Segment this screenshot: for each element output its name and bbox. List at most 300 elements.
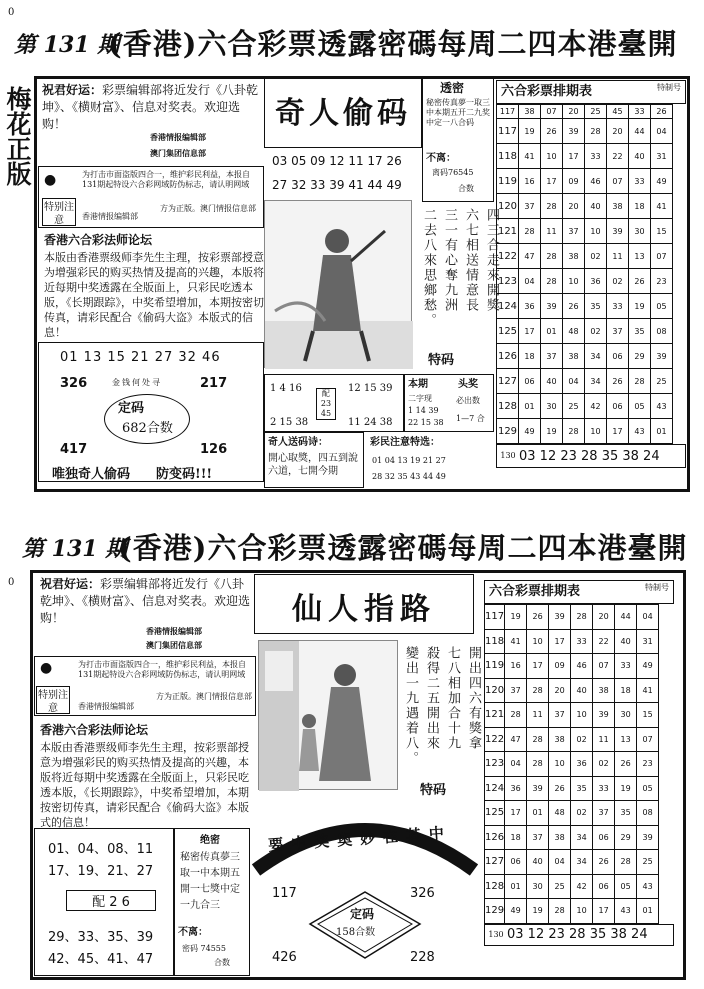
rank-cell: 06 [593, 825, 615, 850]
rank-cell: 07 [607, 169, 629, 194]
rank-cell: 28 [563, 419, 585, 444]
rank-cell: 31 [637, 629, 659, 654]
rank-grid [496, 104, 673, 444]
rank-cell: 43 [651, 394, 673, 419]
rank-cell: 49 [519, 419, 541, 444]
rank-cell: 26 [563, 294, 585, 319]
rank-row-id: 117 [497, 119, 519, 144]
rank-last-row: 03 12 23 28 35 38 24 [519, 448, 660, 464]
rank-cell: 19 [615, 776, 637, 801]
rank-row [497, 294, 673, 319]
rank-cell: 10 [541, 144, 563, 169]
rank-cell: 18 [615, 678, 637, 703]
rank-cell: 01 [541, 319, 563, 344]
rank-row [485, 629, 659, 654]
secret-away-label-bottom: 不离： [178, 927, 208, 938]
rank-cell: 40 [629, 144, 651, 169]
forum-body-bottom: 本版由香港票级师李先生主理，按彩票部授意为增强彩民的购买热情及提高的兴趣，本版将近每期中奖透露在全版面上，只彩民吃透本版，《长期跟踪》，中奖希望增加，本期按密切传真，请彩民配合《偷码大盗》本版式的信息！ [40, 741, 249, 829]
rank-cell: 11 [527, 703, 549, 728]
diamond-n4: 228 [410, 950, 435, 965]
rank-cell: 19 [541, 419, 563, 444]
rank-row [497, 344, 673, 369]
greeting-sign1-bottom: 香港情报编辑部 [146, 626, 202, 636]
rank-cell: 01 [637, 899, 659, 924]
rank-cell: 04 [519, 269, 541, 294]
rank-cell: 43 [629, 419, 651, 444]
secret-body-bottom: 秘密传真夢三取一中本期五開一七獎中定一九合三 [180, 852, 240, 911]
rank-cell: 49 [637, 654, 659, 679]
rank-row [497, 169, 673, 194]
rank-row [497, 244, 673, 269]
poem-col-2-bottom: 七八相加合十九 [445, 646, 460, 751]
rank-cell: 38 [549, 727, 571, 752]
top-numbers-1: 03 05 09 12 11 17 26 [272, 154, 402, 168]
rank-cell: 36 [519, 294, 541, 319]
ring-n3: 417 [60, 442, 88, 457]
rank-cell: 18 [505, 825, 527, 850]
rank-row-id: 126 [497, 344, 519, 369]
rank-row [497, 219, 673, 244]
rank-row-id: 117 [485, 605, 505, 630]
rank-cell: 41 [651, 194, 673, 219]
rank-row [485, 605, 659, 630]
rank-cell: 41 [505, 629, 527, 654]
ring-center-value: 682合数 [122, 421, 173, 436]
rank-row [485, 850, 659, 875]
rank-row [485, 899, 659, 924]
rank-cell: 30 [527, 874, 549, 899]
rank-cell: 23 [651, 269, 673, 294]
rank-title-bottom: 六合彩票排期表 [489, 584, 581, 599]
rank-cell: 02 [585, 244, 607, 269]
mini-left1: 1 4 16 [270, 383, 302, 394]
rank-cell: 01 [505, 874, 527, 899]
rank-cell: 40 [615, 629, 637, 654]
rank-cell: 04 [651, 119, 673, 144]
rank-cell: 10 [527, 629, 549, 654]
illustration-thief [264, 200, 412, 368]
rank-row [485, 874, 659, 899]
rank-cell: 05 [651, 294, 673, 319]
rank-row [485, 752, 659, 777]
rank-cell: 05 [629, 394, 651, 419]
mini-right2: 11 24 38 [348, 417, 393, 428]
rank-row [485, 654, 659, 679]
this-issue-l1: 1 14 39 [408, 406, 439, 415]
secret-he: 合数 [458, 184, 474, 193]
rank-header-cell: 117 [497, 105, 519, 119]
forum-head-bottom: 香港六合彩法师论坛 [40, 723, 149, 737]
rank-row [485, 727, 659, 752]
number-row: 01 13 15 21 27 32 46 [60, 350, 221, 365]
rank-last-id: 130 [500, 451, 516, 460]
rank-cell: 29 [615, 825, 637, 850]
rank-row-id: 119 [497, 169, 519, 194]
rank-row [485, 825, 659, 850]
rank-cell: 10 [571, 899, 593, 924]
rank-grid-bottom [484, 604, 659, 924]
rank-row-id: 125 [485, 801, 505, 826]
rank-cell: 34 [585, 369, 607, 394]
rank-cell: 07 [651, 244, 673, 269]
secret-head: 透密 [440, 81, 465, 95]
rank-cell: 04 [637, 605, 659, 630]
rank-cell: 38 [607, 194, 629, 219]
rank-cell: 17 [607, 419, 629, 444]
rank-cell: 30 [615, 703, 637, 728]
diamond-n2: 326 [410, 886, 435, 901]
this-issue-head: 本期 [408, 379, 428, 390]
rank-cell: 38 [593, 678, 615, 703]
rank-last-id-bottom: 130 [488, 929, 504, 939]
rank-row-id: 128 [497, 394, 519, 419]
greeting-head: 祝君好运： [42, 83, 103, 97]
ring-n2: 217 [200, 376, 228, 391]
rank-cell: 25 [637, 850, 659, 875]
rank-cell: 11 [593, 727, 615, 752]
rank-cell: 39 [651, 344, 673, 369]
greeting-body-bottom: 彩票编辑部将近发行《八卦乾坤》、《横财富》、信息对奖表。欢迎选购！ [40, 577, 251, 625]
rank-cell: 43 [637, 874, 659, 899]
rank-cell: 16 [505, 654, 527, 679]
rank-cell: 44 [629, 119, 651, 144]
rank-header-cell: 38 [519, 105, 541, 119]
rank-cell: 06 [505, 850, 527, 875]
notice-sign1-bottom: 香港情报编辑部 [78, 702, 134, 711]
rank-cell: 40 [585, 194, 607, 219]
rank-cell: 28 [549, 899, 571, 924]
rank-cell: 38 [549, 825, 571, 850]
rank-cell: 02 [593, 752, 615, 777]
pei-box: 配 2 6 [66, 890, 156, 911]
rank-cell: 37 [505, 678, 527, 703]
rank-row-id: 118 [485, 629, 505, 654]
rank-cell: 33 [629, 169, 651, 194]
secret-away-value-bottom: 密码 74555 [182, 944, 226, 953]
rank-cell: 06 [607, 394, 629, 419]
illustration-sage [258, 640, 398, 790]
rank-cell: 39 [607, 219, 629, 244]
greeting-block [42, 82, 262, 133]
secret-he-bottom: 合数 [214, 958, 230, 967]
rank-cell: 11 [541, 219, 563, 244]
rank-row [485, 801, 659, 826]
rank-cell: 31 [651, 144, 673, 169]
rank-cell: 05 [615, 874, 637, 899]
secret-away-label: 不离： [426, 153, 456, 164]
mini-left2: 2 15 38 [270, 417, 309, 428]
notice-body: 为打击市面盗版四合一，维护彩民利益，本报自131期起特设六合彩网域防伪标志，请认明网域 [82, 170, 250, 189]
rank-cell: 37 [527, 825, 549, 850]
rank-cell: 25 [563, 394, 585, 419]
poem-col-4-bottom: 變出一九遇着八。 [403, 646, 418, 766]
ngrid-1: 01、04、08、11 [48, 842, 154, 857]
rank-cell: 15 [637, 703, 659, 728]
rank-cell: 37 [607, 319, 629, 344]
rank-cell: 46 [571, 654, 593, 679]
rank-cell: 49 [505, 899, 527, 924]
rank-row [497, 394, 673, 419]
secret-head-bottom: 绝密 [200, 835, 220, 846]
greeting-body: 彩票编辑部将近发行《八卦乾坤》、《横财富》、信息对奖表。欢迎选购！ [42, 83, 259, 131]
rank-cell: 10 [549, 752, 571, 777]
poem-col-3: 三一有心奪九洲 [442, 208, 457, 313]
tema-label: 特码 [428, 353, 455, 368]
rank-cell: 02 [585, 319, 607, 344]
rank-row [497, 119, 673, 144]
rank-row [485, 703, 659, 728]
rank-cell: 04 [549, 850, 571, 875]
rank-row [485, 678, 659, 703]
rank-cell: 40 [527, 850, 549, 875]
rank-row-id: 118 [497, 144, 519, 169]
forum-head: 香港六合彩法师论坛 [44, 233, 153, 247]
diamond-n1: 117 [272, 886, 297, 901]
rank-cell: 10 [585, 219, 607, 244]
ring-arc: 金钱何处寻 [112, 378, 162, 387]
rank-cell: 39 [541, 294, 563, 319]
rank-cell: 37 [549, 703, 571, 728]
greeting-block-bottom [40, 576, 254, 627]
rank-row-id: 120 [497, 194, 519, 219]
rank-row [497, 369, 673, 394]
issue-label: 第 131 期 [14, 32, 120, 58]
mini-mid: 配23 45 [316, 388, 336, 420]
notice-body-bottom: 为打击市面盗版四合一，维护彩民利益，本报自131期起特设六合彩网域防伪标志，请认明网域 [78, 660, 246, 679]
rank-cell: 26 [549, 776, 571, 801]
rank-cell: 01 [527, 801, 549, 826]
tema-label-bottom: 特码 [420, 783, 447, 798]
rank-cell: 01 [651, 419, 673, 444]
rank-row [497, 419, 673, 444]
poem-col-1: 四三合走來開獎 [484, 208, 499, 313]
rank-cell: 07 [593, 654, 615, 679]
rank-cell: 33 [607, 294, 629, 319]
rank-cell: 18 [629, 194, 651, 219]
rank-row-id: 129 [497, 419, 519, 444]
rank-row [497, 319, 673, 344]
notice-sign2: 方为正版。澳门情报信息部 [160, 204, 256, 213]
rank-row-id: 121 [485, 703, 505, 728]
hint-row1: 01 04 13 19 21 27 [372, 456, 446, 465]
rank-cell: 33 [585, 144, 607, 169]
poem-send-head: 奇人送码诗： [268, 437, 328, 448]
rank-cell: 48 [549, 801, 571, 826]
rank-cell: 49 [651, 169, 673, 194]
rank-cell: 01 [519, 394, 541, 419]
rank-cell: 28 [615, 850, 637, 875]
rank-cell: 36 [505, 776, 527, 801]
rank-cell: 39 [563, 119, 585, 144]
bomb-icon-bottom: ● [40, 660, 53, 676]
greeting-head-bottom: 祝君好运： [40, 577, 101, 591]
rank-cell: 42 [571, 874, 593, 899]
rank-cell: 34 [585, 344, 607, 369]
rank-cell: 02 [571, 727, 593, 752]
rank-cell: 26 [527, 605, 549, 630]
rank-header-cell: 20 [563, 105, 585, 119]
top-numbers-2: 27 32 33 39 41 44 49 [272, 178, 402, 192]
rank-cell: 04 [563, 369, 585, 394]
rank-cell: 28 [541, 244, 563, 269]
poem-col-2: 六七相送情意長 [463, 208, 478, 313]
rank-cell: 28 [541, 269, 563, 294]
side-label: 梅花正版 [3, 86, 32, 186]
rank-cell: 06 [519, 369, 541, 394]
ngrid-3: 29、33、35、39 [48, 930, 154, 945]
ngrid-4: 42、45、41、47 [48, 952, 154, 967]
rank-row-id: 122 [485, 727, 505, 752]
rank-cell: 20 [593, 605, 615, 630]
rank-cell: 39 [527, 776, 549, 801]
mini-right1: 12 15 39 [348, 383, 393, 394]
rank-header-cell: 07 [541, 105, 563, 119]
ring-center-label: 定码 [118, 401, 145, 416]
first-prize-head: 头奖 [458, 379, 478, 390]
rank-cell: 10 [585, 419, 607, 444]
poem-col-4: 二去八來思鄉愁。 [421, 208, 436, 328]
corner-mark: 0 [8, 7, 15, 18]
diamond-label: 定码 [350, 907, 375, 921]
page-title-bottom: (香港)六合彩票透露密碼每周二四本港臺開 [118, 531, 688, 565]
rank-cell: 39 [637, 825, 659, 850]
rank-row-id: 123 [497, 269, 519, 294]
rank-cell: 36 [571, 752, 593, 777]
bomb-icon: ● [44, 172, 57, 188]
rank-row-id: 127 [497, 369, 519, 394]
rank-cell: 29 [629, 344, 651, 369]
rank-cell: 25 [549, 874, 571, 899]
rank-row [497, 269, 673, 294]
rank-cell: 47 [519, 244, 541, 269]
rank-row-id: 119 [485, 654, 505, 679]
rank-row [497, 144, 673, 169]
rank-cell: 09 [549, 654, 571, 679]
rank-header-cell: 33 [629, 105, 651, 119]
notice-tag: 特别注意 [42, 198, 76, 226]
rank-cell: 17 [505, 801, 527, 826]
forum-body: 本版由香港票级师李先生主理，按彩票部授意为增强彩民的购买热情及提高的兴趣，本版将近每期中奖透露在全版面上，只彩民吃透本版，《长期跟踪》，中奖希望增加，本期按密切传真，请彩民配合《偷码大盗》本版式的信息！ [44, 251, 264, 339]
poem-columns-bottom [402, 646, 482, 776]
rank-cell: 26 [541, 119, 563, 144]
rank-cell: 48 [563, 319, 585, 344]
notice-sign2-bottom: 方为正版。澳门情报信息部 [156, 692, 252, 701]
rank-cell: 11 [607, 244, 629, 269]
rank-row-id: 129 [485, 899, 505, 924]
rank-cell: 36 [585, 269, 607, 294]
rank-cell: 37 [519, 194, 541, 219]
rank-cell: 40 [541, 369, 563, 394]
rank-cell: 28 [527, 678, 549, 703]
issue-label-bottom: 第 131 期 [22, 536, 128, 562]
rank-cell: 34 [571, 850, 593, 875]
first-prize-sub: 必出数 [456, 396, 480, 405]
rank-cell: 38 [563, 244, 585, 269]
rank-cell: 47 [505, 727, 527, 752]
rank-cell: 19 [629, 294, 651, 319]
rank-row-id: 124 [485, 776, 505, 801]
hint-head: 彩民注意特选： [370, 437, 440, 448]
rank-cell: 28 [527, 752, 549, 777]
rank-cell: 26 [615, 752, 637, 777]
rank-row-id: 126 [485, 825, 505, 850]
rank-cell: 05 [637, 776, 659, 801]
arc-text: 要中奖奥妙在其中 [267, 823, 453, 855]
rank-cell: 35 [615, 801, 637, 826]
rank-cell: 42 [585, 394, 607, 419]
rank-cell: 41 [637, 678, 659, 703]
rank-cell: 17 [593, 899, 615, 924]
rank-header-row [497, 105, 673, 119]
rank-cell: 17 [527, 654, 549, 679]
rank-cell: 06 [607, 344, 629, 369]
rank-table-top [496, 80, 686, 468]
rank-cell: 17 [541, 169, 563, 194]
rank-cell: 39 [593, 703, 615, 728]
rank-cell: 38 [563, 344, 585, 369]
rank-cell: 37 [563, 219, 585, 244]
rank-cell: 26 [629, 269, 651, 294]
ring-n1: 326 [60, 376, 88, 391]
rank-cell: 20 [607, 119, 629, 144]
rank-row [497, 194, 673, 219]
rank-cell: 44 [615, 605, 637, 630]
rank-cell: 37 [541, 344, 563, 369]
rank-cell: 17 [563, 144, 585, 169]
rank-cell: 02 [571, 801, 593, 826]
poem-send-body: 開心取獎，四五到說六道，七開今期 [268, 453, 358, 477]
rank-cell: 28 [571, 605, 593, 630]
rank-cell: 08 [637, 801, 659, 826]
rank-cell: 30 [629, 219, 651, 244]
rank-title: 六合彩票排期表 [501, 84, 593, 99]
rank-cell: 13 [629, 244, 651, 269]
rank-row-id: 127 [485, 850, 505, 875]
rank-cell: 18 [519, 344, 541, 369]
poem-columns [420, 208, 500, 368]
rank-cell: 26 [607, 369, 629, 394]
rank-cell: 10 [563, 269, 585, 294]
poem-col-3-bottom: 殺得二五開出來 [424, 646, 439, 751]
ring-n4: 126 [200, 442, 228, 457]
rank-tag-bottom: 特制号 [645, 583, 669, 592]
first-prize-range: 1—7 合 [456, 414, 485, 423]
rank-cell: 26 [593, 850, 615, 875]
footer-slogan: 唯独奇人偷码 防变码!!! [52, 467, 213, 482]
rank-cell: 35 [629, 319, 651, 344]
greeting-sign2: 澳门集团信息部 [150, 148, 206, 158]
center-heading: 奇人偷码 [275, 96, 411, 131]
rank-cell: 33 [593, 776, 615, 801]
rank-row-id: 120 [485, 678, 505, 703]
hint-row2: 28 32 35 43 44 49 [372, 472, 446, 481]
rank-header-cell: 26 [651, 105, 673, 119]
rank-cell: 35 [585, 294, 607, 319]
this-issue-l2: 22 15 38 [408, 418, 444, 427]
rank-row-id: 125 [497, 319, 519, 344]
rank-cell: 34 [571, 825, 593, 850]
poem-col-1-bottom: 開出四六有獎拿 [466, 646, 481, 751]
rank-cell: 04 [505, 752, 527, 777]
rank-cell: 19 [527, 899, 549, 924]
secret-body: 秘密传真夢一取三中本期五开二九奖中定一八合码 [426, 98, 490, 127]
rank-cell: 28 [505, 703, 527, 728]
rank-cell: 28 [527, 727, 549, 752]
corner-mark-bottom: 0 [8, 577, 15, 588]
secret-away-value: 离码76545 [432, 168, 474, 177]
rank-row-id: 123 [485, 752, 505, 777]
rank-row [485, 776, 659, 801]
